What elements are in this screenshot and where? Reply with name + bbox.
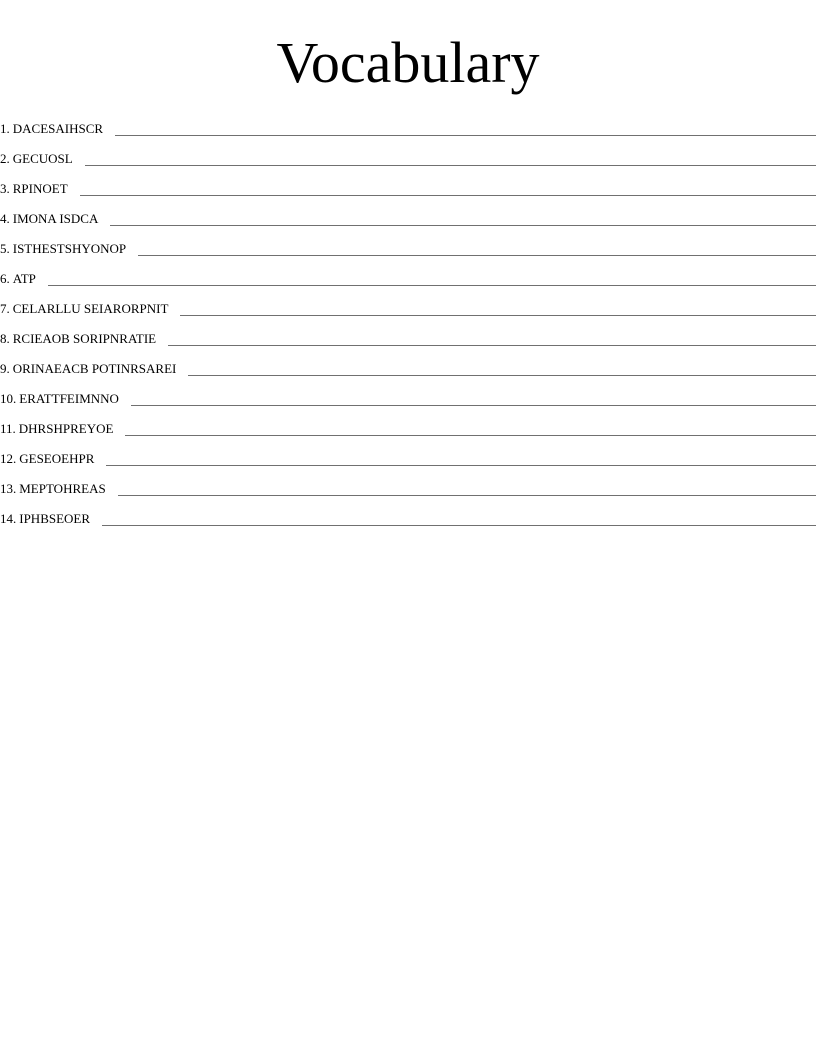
scramble-label xyxy=(0,389,119,410)
scrambled-word: ORINAEACB POTINRSAREI xyxy=(12,361,177,376)
scramble-label xyxy=(0,509,90,530)
scramble-label xyxy=(0,329,156,350)
answer-line[interactable] xyxy=(80,194,816,196)
scramble-label xyxy=(0,149,73,170)
item-number: 12. xyxy=(0,451,17,466)
scrambled-word: GECUOSL xyxy=(12,151,73,166)
scrambled-word: ATP xyxy=(12,271,36,286)
scramble-label xyxy=(0,299,168,320)
scrambled-word: GESEOEHPR xyxy=(19,451,95,466)
item-number: 1. xyxy=(0,121,10,136)
item-number: 14. xyxy=(0,511,17,526)
list-item xyxy=(0,500,816,530)
item-number: 3. xyxy=(0,181,10,196)
item-number: 4. xyxy=(0,211,10,226)
scrambled-word: IMONA ISDCA xyxy=(12,211,99,226)
item-number: 7. xyxy=(0,301,10,316)
answer-line[interactable] xyxy=(48,284,816,286)
list-item xyxy=(0,320,816,350)
list-item xyxy=(0,200,816,230)
list-item xyxy=(0,380,816,410)
answer-line[interactable] xyxy=(168,344,816,346)
scramble-label xyxy=(0,449,94,470)
answer-line[interactable] xyxy=(110,224,816,226)
item-number: 10. xyxy=(0,391,17,406)
scrambled-word: ISTHESTSHYONOP xyxy=(12,241,127,256)
scramble-label xyxy=(0,479,106,500)
answer-line[interactable] xyxy=(118,494,816,496)
answer-line[interactable] xyxy=(188,374,816,376)
list-item xyxy=(0,470,816,500)
item-number: 9. xyxy=(0,361,10,376)
list-item xyxy=(0,290,816,320)
scrambled-word: MEPTOHREAS xyxy=(19,481,106,496)
scramble-label xyxy=(0,119,103,140)
scrambled-word: RCIEAOB SORIPNRATIE xyxy=(12,331,157,346)
scrambled-word: ERATTFEIMNNO xyxy=(19,391,119,406)
scramble-label xyxy=(0,179,68,200)
scramble-label xyxy=(0,359,176,380)
answer-line[interactable] xyxy=(131,404,816,406)
scramble-label xyxy=(0,239,126,260)
scrambled-word: DACESAIHSCR xyxy=(12,121,104,136)
item-number: 5. xyxy=(0,241,10,256)
list-item xyxy=(0,140,816,170)
list-item xyxy=(0,110,816,140)
item-number: 2. xyxy=(0,151,10,166)
scrambled-word: RPINOET xyxy=(12,181,68,196)
scramble-label xyxy=(0,209,98,230)
answer-line[interactable] xyxy=(85,164,816,166)
scrambled-word: IPHBSEOER xyxy=(19,511,91,526)
list-item xyxy=(0,350,816,380)
scramble-label xyxy=(0,419,113,440)
item-number: 13. xyxy=(0,481,17,496)
list-item xyxy=(0,230,816,260)
item-number: 8. xyxy=(0,331,10,346)
scrambled-word: DHRSHPREYOE xyxy=(18,421,114,436)
list-item xyxy=(0,260,816,290)
list-item xyxy=(0,440,816,470)
answer-line[interactable] xyxy=(102,524,816,526)
answer-line[interactable] xyxy=(125,434,816,436)
answer-line[interactable] xyxy=(115,134,816,136)
item-number: 6. xyxy=(0,271,10,286)
answer-line[interactable] xyxy=(106,464,816,466)
scrambled-word: CELARLLU SEIARORPNIT xyxy=(12,301,169,316)
answer-line[interactable] xyxy=(180,314,816,316)
scramble-label xyxy=(0,269,36,290)
item-number: 11. xyxy=(0,421,16,436)
answer-line[interactable] xyxy=(138,254,816,256)
vocabulary-list xyxy=(0,110,816,530)
list-item xyxy=(0,170,816,200)
list-item xyxy=(0,410,816,440)
page-title: Vocabulary xyxy=(276,30,540,95)
